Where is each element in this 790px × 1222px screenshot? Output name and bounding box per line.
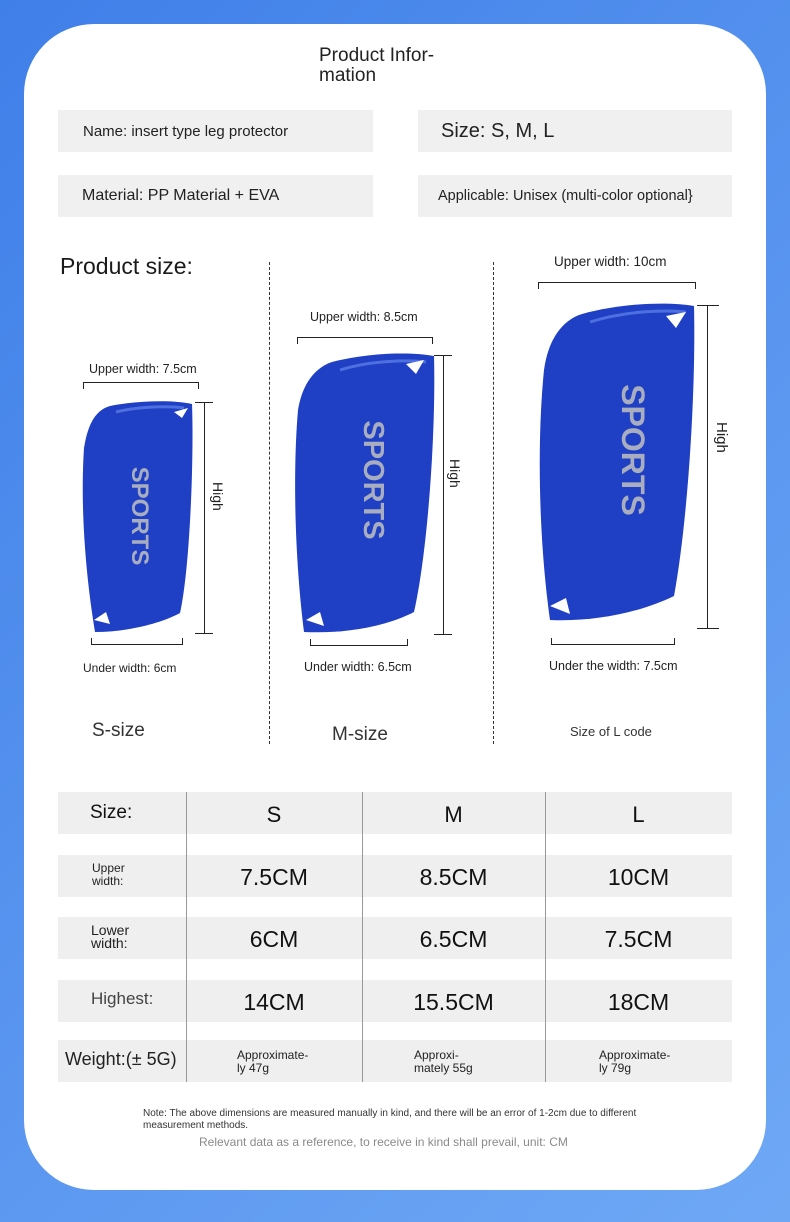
l-guard-text: SPORTS <box>615 384 651 516</box>
table-header-m: M <box>444 802 463 827</box>
info-size-text: Size: S, M, L <box>441 119 555 142</box>
info-name-text: Name: insert type leg protector <box>83 122 289 140</box>
info-applicable-text: Applicable: Unisex (multi-color optional} <box>438 188 693 204</box>
divider-1 <box>269 262 270 744</box>
divider-2 <box>493 262 494 744</box>
s-size-name: S-size <box>92 720 145 741</box>
table-header-s: S <box>266 802 282 827</box>
s-guard-text: SPORTS <box>126 466 153 566</box>
info-material <box>58 175 373 217</box>
info-material-text: Material: PP Material + EVA <box>82 187 280 204</box>
row-label-weight: Weight:(± 5G) <box>65 1049 177 1069</box>
l-upper-label: Upper width: 10cm <box>554 254 667 269</box>
cell-upper-s: 7.5CM <box>240 864 308 890</box>
l-size-name: Size of L code <box>570 724 652 739</box>
reference-note: Relevant data as a reference, to receive in kind shall prevail, unit: CM <box>199 1135 568 1149</box>
table-header-size: Size: <box>90 802 133 823</box>
measurement-note: Note: The above dimensions are measured manually in kind, and there will be an error of 1-2cm due to different measurement methods. <box>143 1108 637 1131</box>
cell-highest-s: 14CM <box>243 989 305 1015</box>
table-header-l: L <box>632 802 645 827</box>
m-size-name: M-size <box>332 724 388 745</box>
m-upper-label: Upper width: 8.5cm <box>310 310 418 324</box>
l-under-bracket <box>551 638 675 645</box>
l-shin-guard-image <box>536 300 698 630</box>
l-under-label: Under the width: 7.5cm <box>549 659 678 673</box>
cell-weight-s: Approximate- ly 47g <box>237 1048 309 1075</box>
m-high-line <box>443 355 444 635</box>
s-under-label: Under width: 6cm <box>83 661 177 675</box>
s-shin-guard-image <box>80 398 196 636</box>
product-size-heading: Product size: <box>60 253 193 279</box>
s-under-bracket <box>91 638 183 645</box>
info-size <box>418 110 732 152</box>
cell-upper-l: 10CM <box>607 864 670 890</box>
cell-weight-l: Approximate- ly 79g <box>599 1048 671 1075</box>
cell-highest-m: 15.5CM <box>413 989 494 1015</box>
m-high-cap-bottom <box>434 634 452 635</box>
cell-lower-m: 6.5CM <box>419 926 488 952</box>
page-title: Product Infor- mation <box>319 45 435 86</box>
m-under-bracket <box>310 639 408 646</box>
cell-highest-l: 18CM <box>607 989 670 1015</box>
s-high-line <box>204 402 205 634</box>
row-label-highest: Highest: <box>91 989 154 1008</box>
m-high-label: High <box>447 459 463 488</box>
cell-weight-m: Approxi- mately 55g <box>414 1048 473 1075</box>
l-high-line <box>707 305 708 629</box>
m-upper-bracket <box>297 337 433 344</box>
s-upper-label: Upper width: 7.5cm <box>89 362 197 376</box>
m-shin-guard-image <box>292 350 438 640</box>
row-label-lower: Lower width: <box>91 922 130 951</box>
m-guard-text: SPORTS <box>357 420 389 540</box>
cell-lower-s: 6CM <box>249 926 299 952</box>
s-high-cap-bottom <box>195 633 213 634</box>
s-upper-bracket <box>83 382 199 389</box>
row-label-upper: Upper width: <box>92 861 125 888</box>
m-under-label: Under width: 6.5cm <box>304 660 412 674</box>
l-high-label: High <box>713 422 730 453</box>
info-applicable <box>418 175 732 217</box>
l-high-cap-bottom <box>697 628 719 629</box>
s-high-label: High <box>210 482 226 511</box>
l-upper-bracket <box>538 282 696 289</box>
cell-lower-l: 7.5CM <box>604 926 673 952</box>
cell-upper-m: 8.5CM <box>419 864 488 890</box>
l-high-cap-top <box>697 305 719 306</box>
info-name <box>58 110 373 152</box>
